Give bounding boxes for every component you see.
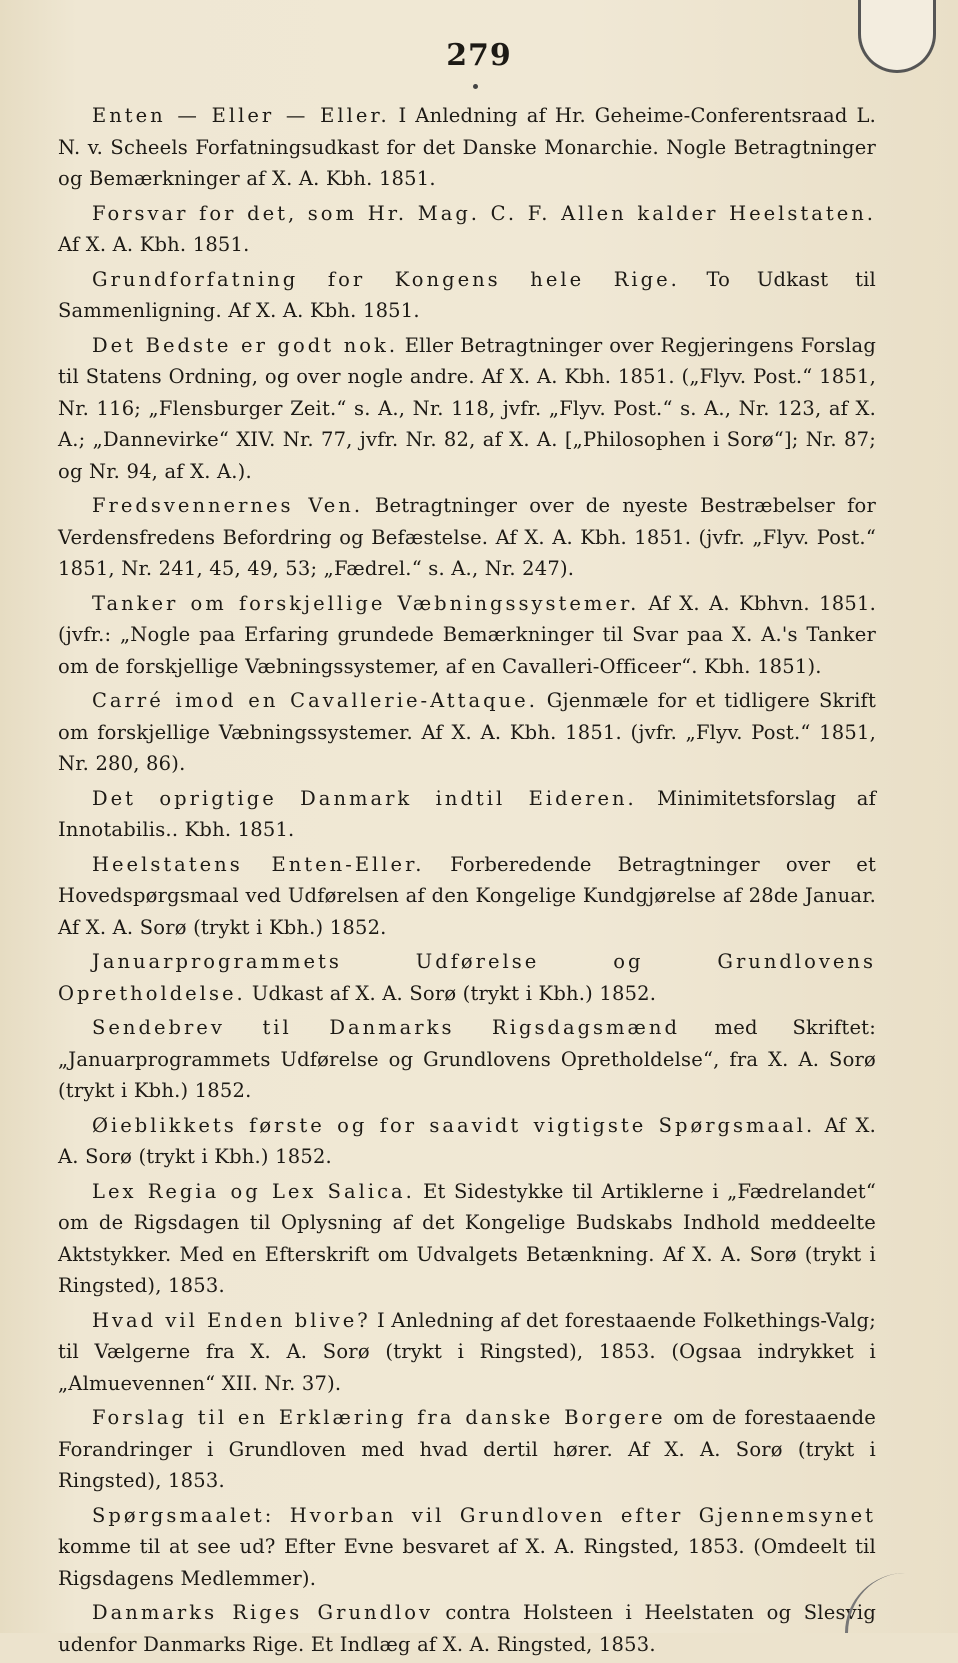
entry-text: contra Holsteen i Heelstaten og Slesvig udenfor Danmarks Rige. Et Indlæg af X. A. Ringsted, 1853. xyxy=(58,1601,877,1656)
entry-title: Enten — Eller — Eller. xyxy=(92,104,390,127)
bibliography-entry xyxy=(58,1402,876,1497)
entry-title: Lex Regia og Lex Salica. xyxy=(92,1179,415,1203)
entry-title: Hvad vil Enden blive? xyxy=(92,1308,371,1332)
entry-text: Gjenmæle for et tidligere Skrift om forskjellige Væbningssystemer. Af X. A. Kbh. 1851. (jvfr. „Flyv. Post.“ 1851, Nr. 280, 86). xyxy=(58,689,876,775)
ornament-dot xyxy=(473,84,478,89)
entry-text: komme til at see ud? Efter Evne besvaret af X. A. Ringsted, 1853. (Omdeelt til Rigsdagens Medlemmer). xyxy=(58,1535,876,1590)
entry-text: To Udkast til Sammenligning. Af X. A. Kbh. 1851. xyxy=(58,267,876,322)
entry-title: Forslag til en Erklæring fra danske Borgere xyxy=(92,1406,666,1429)
entry-title: Tanker om forskjellige Væbningssystemer. xyxy=(92,591,640,615)
bibliography-entry xyxy=(58,1110,876,1173)
entry-text: Et Sidestykke til Artiklerne i „Fædrelandet“ om de Rigsdagen til Oplysning af det Kongelige Budskabs Indhold meddeelte Aktstykker. Med en Efterskrift om Udvalgets Betænkning. Af X. A. Sorø (trykt i Ringsted), 1853. xyxy=(58,1179,877,1297)
entry-title: Sendebrev til Danmarks Rigsdagsmænd xyxy=(92,1016,680,1039)
entry-text: om de forestaaende Forandringer i Grundloven med hvad dertil hører. Af X. A. Sorø (trykt i Ringsted), 1853. xyxy=(58,1406,876,1492)
entry-title: Grundforfatning for Kongens hele Rige. xyxy=(92,267,680,291)
entry-title: Det oprigtige Danmark indtil Eideren. xyxy=(92,786,637,810)
entry-text: Minimitetsforslag af Innotabilis.. Kbh. 1851. xyxy=(58,786,876,841)
bibliography-entry xyxy=(58,685,876,780)
entry-title: Øieblikkets første og for saavidt vigtigste Spørgsmaal. xyxy=(92,1113,816,1137)
entry-title: Forsvar for det, som Hr. Mag. C. F. Allen kalder Heelstaten. xyxy=(92,201,876,225)
entry-text: Af X. A. Kbhvn. 1851. (jvfr.: „Nogle paa Erfaring grundede Bemærkninger til Svar paa X. A.'s Tanker om de forskjellige Væbningssystemer, af en Cavalleri-Officeer“. Kbh. 1851). xyxy=(58,591,876,678)
entry-text: med Skriftet: „Januarprogrammets Udførelse og Grundlovens Opretholdelse“, fra X. A. Sorø (trykt i Kbh.) 1852. xyxy=(58,1016,876,1102)
bibliography-entry xyxy=(58,946,876,1009)
entry-text: Udkast af X. A. Sorø (trykt i Kbh.) 1852. xyxy=(251,981,657,1005)
bibliography-entry xyxy=(58,198,876,261)
entry-title: Danmarks Riges Grundlov xyxy=(92,1601,434,1624)
entry-text: I Anledning af Hr. Geheime-Conferentsraad L. N. v. Scheels Forfatningsudkast for det Danske Monarchie. Nogle Betragtninger og Bemærkninger af X. A. Kbh. 1851. xyxy=(58,104,877,190)
page-number: 279 xyxy=(446,38,512,73)
entry-text: Betragtninger over de nyeste Bestræbelser for Verdensfredens Befordring og Befæstelse. Af X. A. Kbh. 1851. (jvfr. „Flyv. Post.“ 1851, Nr. 241, 45, 49, 53; „Fædrel.“ s. A., Nr. 247). xyxy=(58,494,876,580)
entry-text: Af X. A. Kbh. 1851. xyxy=(58,233,250,256)
bibliography-entry xyxy=(58,264,876,327)
entry-title: Spørgsmaalet: Hvorban vil Grundloven efter Gjennemsynet xyxy=(92,1503,876,1527)
entry-text: Forberedende Betragtninger over et Hovedspørgsmaal ved Udførelsen af den Kongelige Kundgjørelse af 28de Januar. Af X. A. Sorø (trykt i Kbh.) 1852. xyxy=(58,852,877,939)
bibliography-entry xyxy=(58,783,876,846)
bibliography-entry xyxy=(58,490,876,585)
bibliography-entry xyxy=(58,1305,876,1400)
entry-text: Eller Betragtninger over Regjeringens Forslag til Statens Ordning, og over nogle andre. Af X. A. Kbh. 1851. („Flyv. Post.“ 1851, Nr. 116; „Flensburger Zeit.“ s. A., Nr. 118, jvfr. „Flyv. Post.“ s. A., Nr. 123, af X. A.; „Dannevirke“ XIV. Nr. 77, jvfr. Nr. 82, af X. A. [„Philosophen i Sorø“]; Nr. 87; og Nr. 94, af X. A.). xyxy=(58,333,877,483)
bibliography-entry xyxy=(58,849,876,944)
entry-title: Januarprogrammets Udførelse og Grundlovens Opretholdelse. xyxy=(58,950,876,1005)
entry-title: Fredsvennernes Ven. xyxy=(92,494,364,517)
entry-title: Heelstatens Enten-Eller. xyxy=(92,852,425,876)
bibliography-entry xyxy=(58,1012,876,1107)
bibliography-entry xyxy=(58,330,876,488)
bibliography-entry xyxy=(58,1176,876,1302)
bibliography-list xyxy=(58,100,876,1663)
bibliography-entry xyxy=(58,100,876,195)
bibliography-entry xyxy=(58,1597,876,1660)
bibliography-entry xyxy=(58,1500,876,1595)
entry-text: Af X. A. Sorø (trykt i Kbh.) 1852. xyxy=(58,1113,876,1168)
entry-title: Det Bedste er godt nok. xyxy=(92,333,399,357)
bibliography-entry xyxy=(58,588,876,683)
entry-text: I Anledning af det forestaaende Folkethings-Valg; til Vælgerne fra X. A. Sorø (trykt i Ringsted), 1853. (Ogsaa indrykket i „Almuevennen“ XII. Nr. 37). xyxy=(58,1308,877,1395)
entry-title: Carré imod en Cavallerie-Attaque. xyxy=(92,689,538,712)
